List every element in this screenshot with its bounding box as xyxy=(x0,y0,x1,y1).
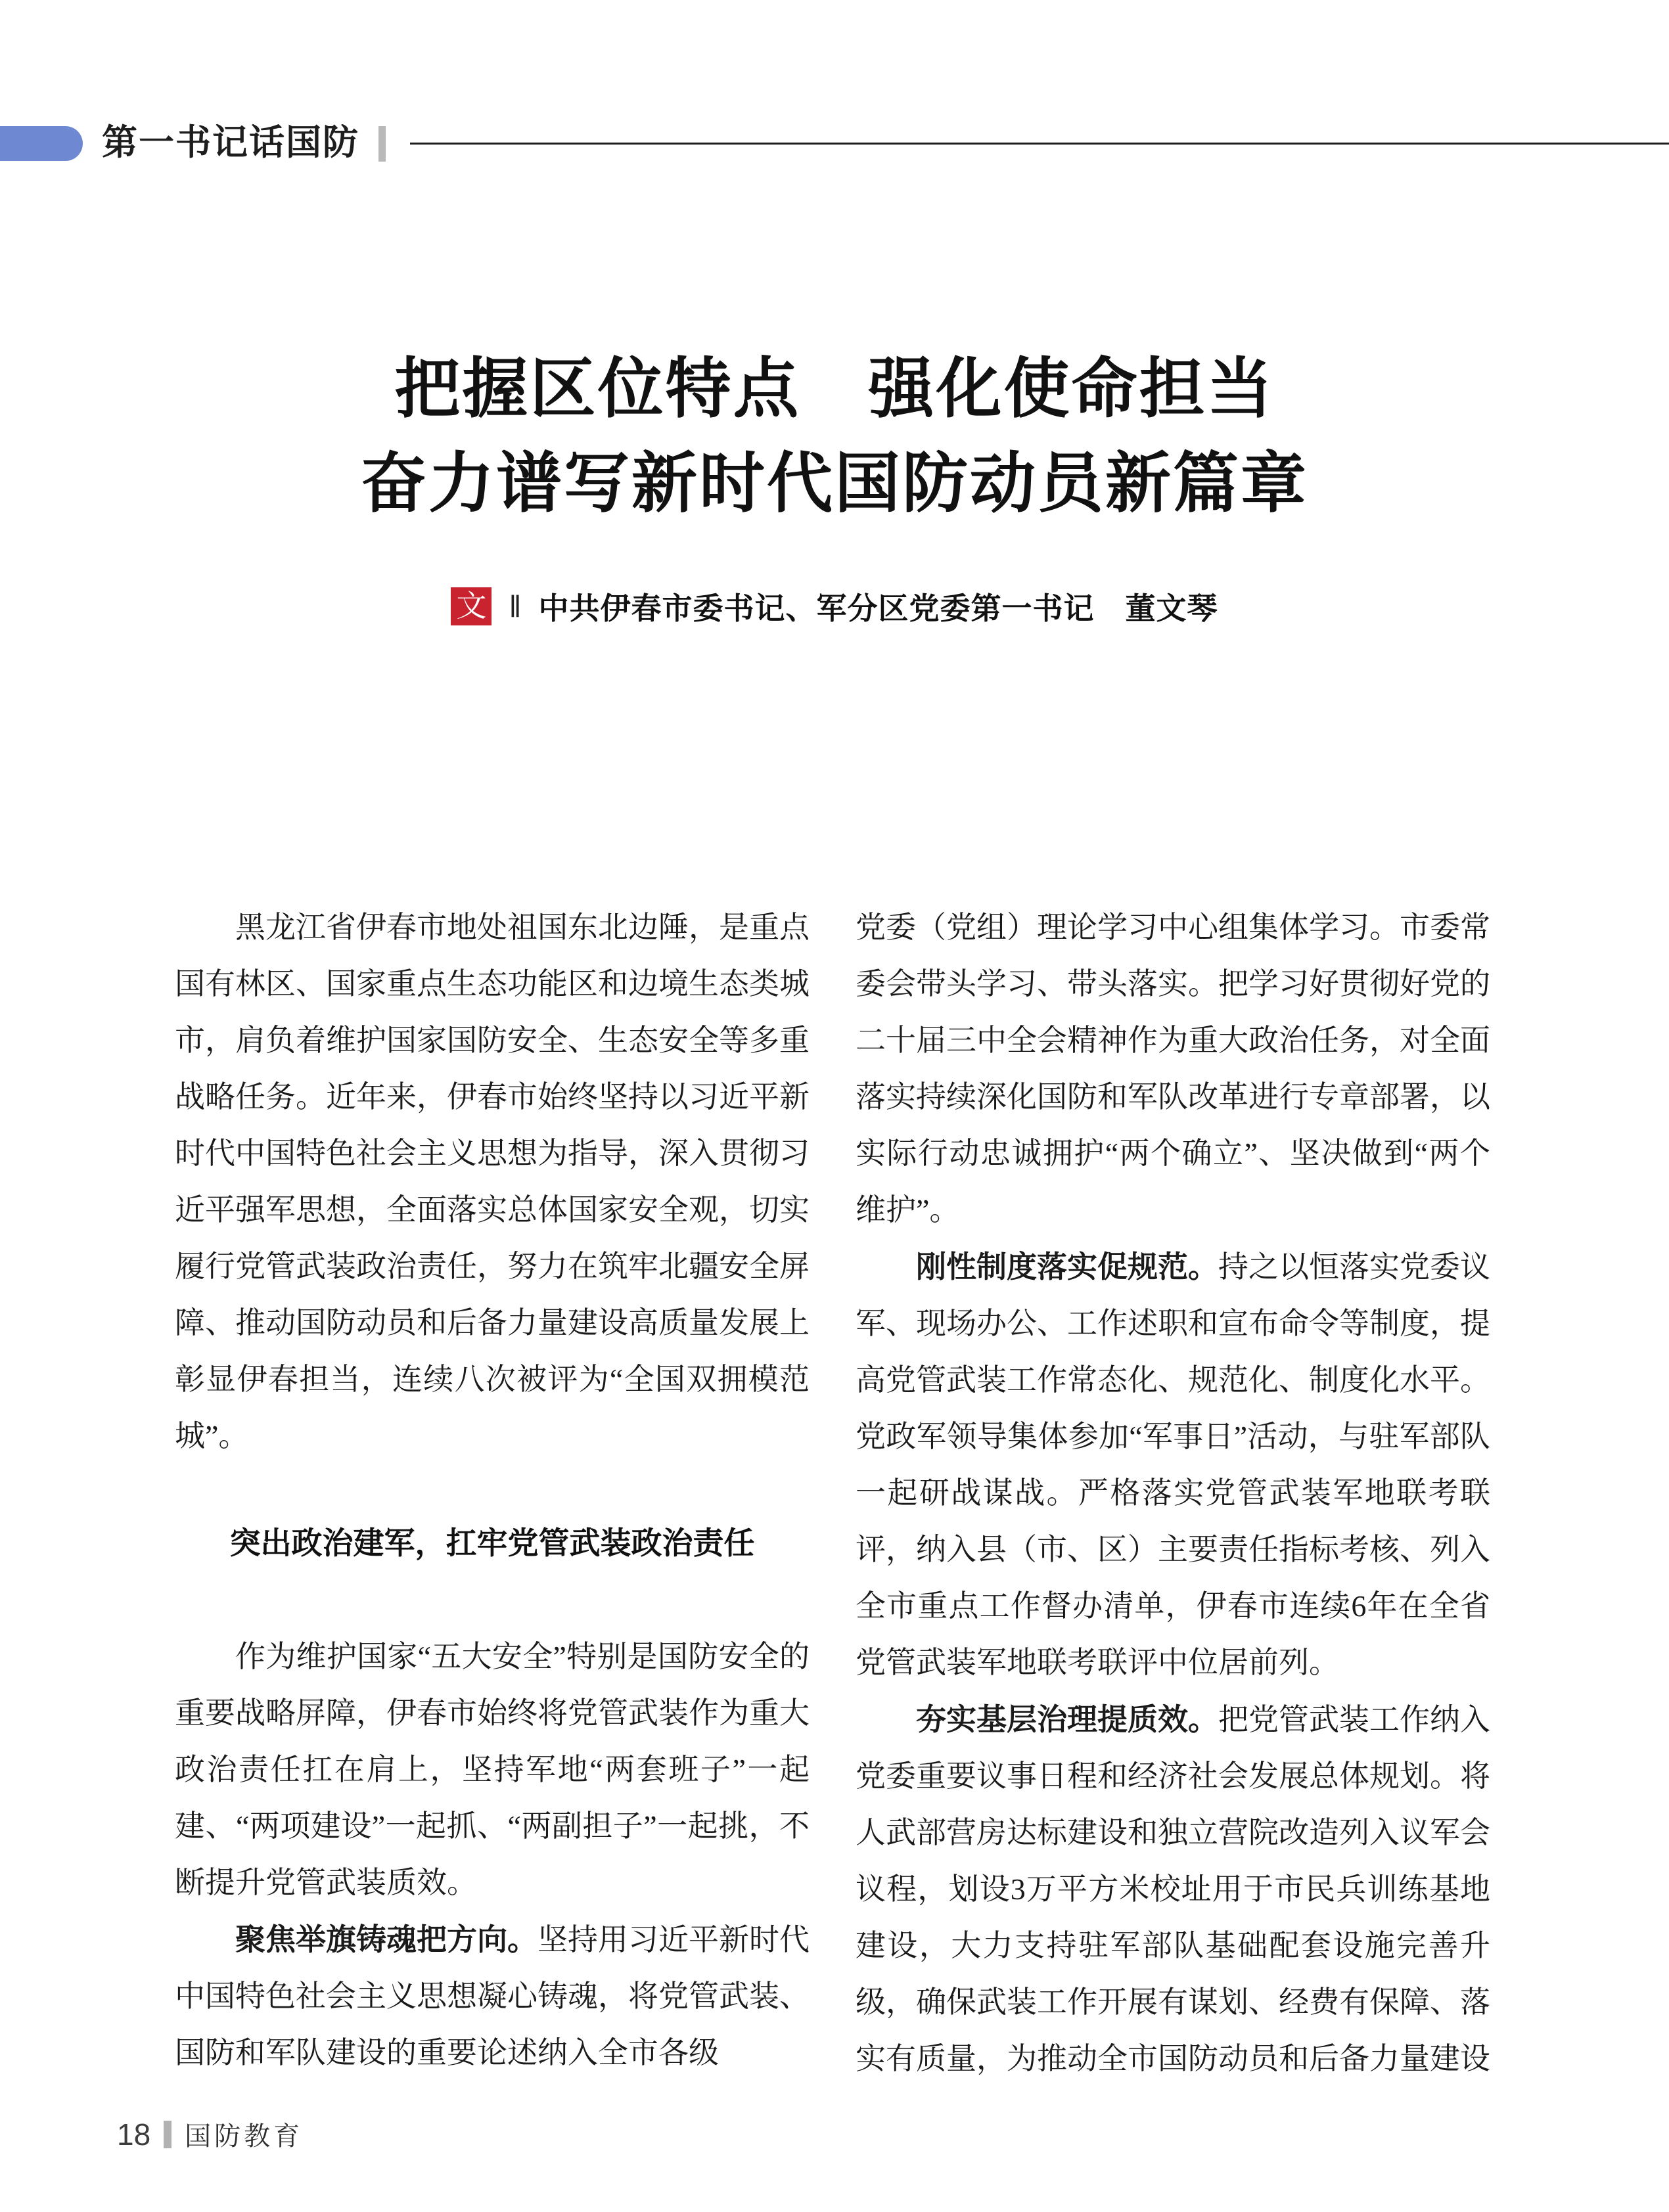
section-label: 第一书记话国防 xyxy=(102,123,359,162)
header-divider-bar xyxy=(378,126,386,162)
footer-section-label: 国防教育 xyxy=(185,2122,304,2151)
article-title-line2: 奋力谱写新时代国防动员新篇章 xyxy=(361,447,1308,520)
body-paragraph: 党委（党组）理论学习中心组集体学习。市委常委会带头学习、带头落实。把学习好贯彻好党的二十届三中全会精神作为重大政治任务，对全面落实持续深化国防和军队改革进行专章部署，以实际行动忠诚拥护“两个确立”、坚决做到“两个维护”。 xyxy=(856,911,1490,1227)
section-subheading: 突出政治建军，扛牢党管武装政治责任 xyxy=(229,1525,755,1560)
byline-author: 中共伊春市委书记、军分区党委第一书记 董文琴 xyxy=(538,591,1218,625)
page-number: 18 xyxy=(117,2117,151,2152)
article-title-line1: 把握区位特点 强化使命担当 xyxy=(394,352,1275,426)
page-footer xyxy=(117,2115,303,2153)
byline xyxy=(0,585,1669,628)
left-column xyxy=(175,899,810,2087)
body-paragraph: 作为维护国家“五大安全”特别是国防安全的重要战略屏障，伊春市始终将党管武装作为重大政治责任扛在肩上，坚持军地“两套班子”一起建、“两项建设”一起抓、“两副担子”一起挑，不断提升党管武装质效。 xyxy=(175,1640,810,1899)
byline-separator: ‖ xyxy=(509,589,522,623)
footer-divider-bar xyxy=(164,2121,171,2148)
paragraph-lead: 夯实基层治理提质效。 xyxy=(916,1702,1218,1736)
header-accent-pill xyxy=(0,126,83,161)
byline-wen-badge: 文 xyxy=(451,587,492,625)
right-column xyxy=(856,899,1490,2087)
paragraph-lead: 刚性制度落实促规范。 xyxy=(916,1250,1218,1284)
paragraph-lead: 聚焦举旗铸魂把方向。 xyxy=(235,1922,537,1956)
body-paragraph: 聚焦举旗铸魂把方向。坚持用习近平新时代中国特色社会主义思想凝心铸魂，将党管武装、国防和军队建设的重要论述纳入全市各级 xyxy=(175,1922,810,2069)
header-rule xyxy=(410,143,1669,145)
body-paragraph: 夯实基层治理提质效。把党管武装工作纳入党委重要议事日程和经济社会发展总体规划。将人武部营房达标建设和独立营院改造列入议军会议程，划设3万平方米校址用于市民兵训练基地建设，大力支持驻军部队基础配套设施完善升级，确保武装工作开展有谋划、经费有保障、落实有质量，为推动全市国防动员和后备力量建设 xyxy=(856,1702,1490,2075)
body-paragraph: 刚性制度落实促规范。持之以恒落实党委议军、现场办公、工作述职和宣布命令等制度，提高党管武装工作常态化、规范化、制度化水平。党政军领导集体参加“军事日”活动，与驻军部队一起研战谋战。严格落实党管武装军地联考联评，纳入县（市、区）主要责任指标考核、列入全市重点工作督办清单，伊春市连续6年在全省党管武装军地联考联评中位居前列。 xyxy=(856,1250,1490,1679)
article-body xyxy=(175,899,1490,2087)
article-title xyxy=(0,342,1669,531)
body-paragraph: 黑龙江省伊春市地处祖国东北边陲，是重点国有林区、国家重点生态功能区和边境生态类城市，肩负着维护国家国防安全、生态安全等多重战略任务。近年来，伊春市始终坚持以习近平新时代中国特色社会主义思想为指导，深入贯彻习近平强军思想，全面落实总体国家安全观，切实履行党管武装政治责任，努力在筑牢北疆安全屏障、推动国防动员和后备力量建设高质量发展上彰显伊春担当，连续八次被评为“全国双拥模范城”。 xyxy=(175,911,810,1453)
